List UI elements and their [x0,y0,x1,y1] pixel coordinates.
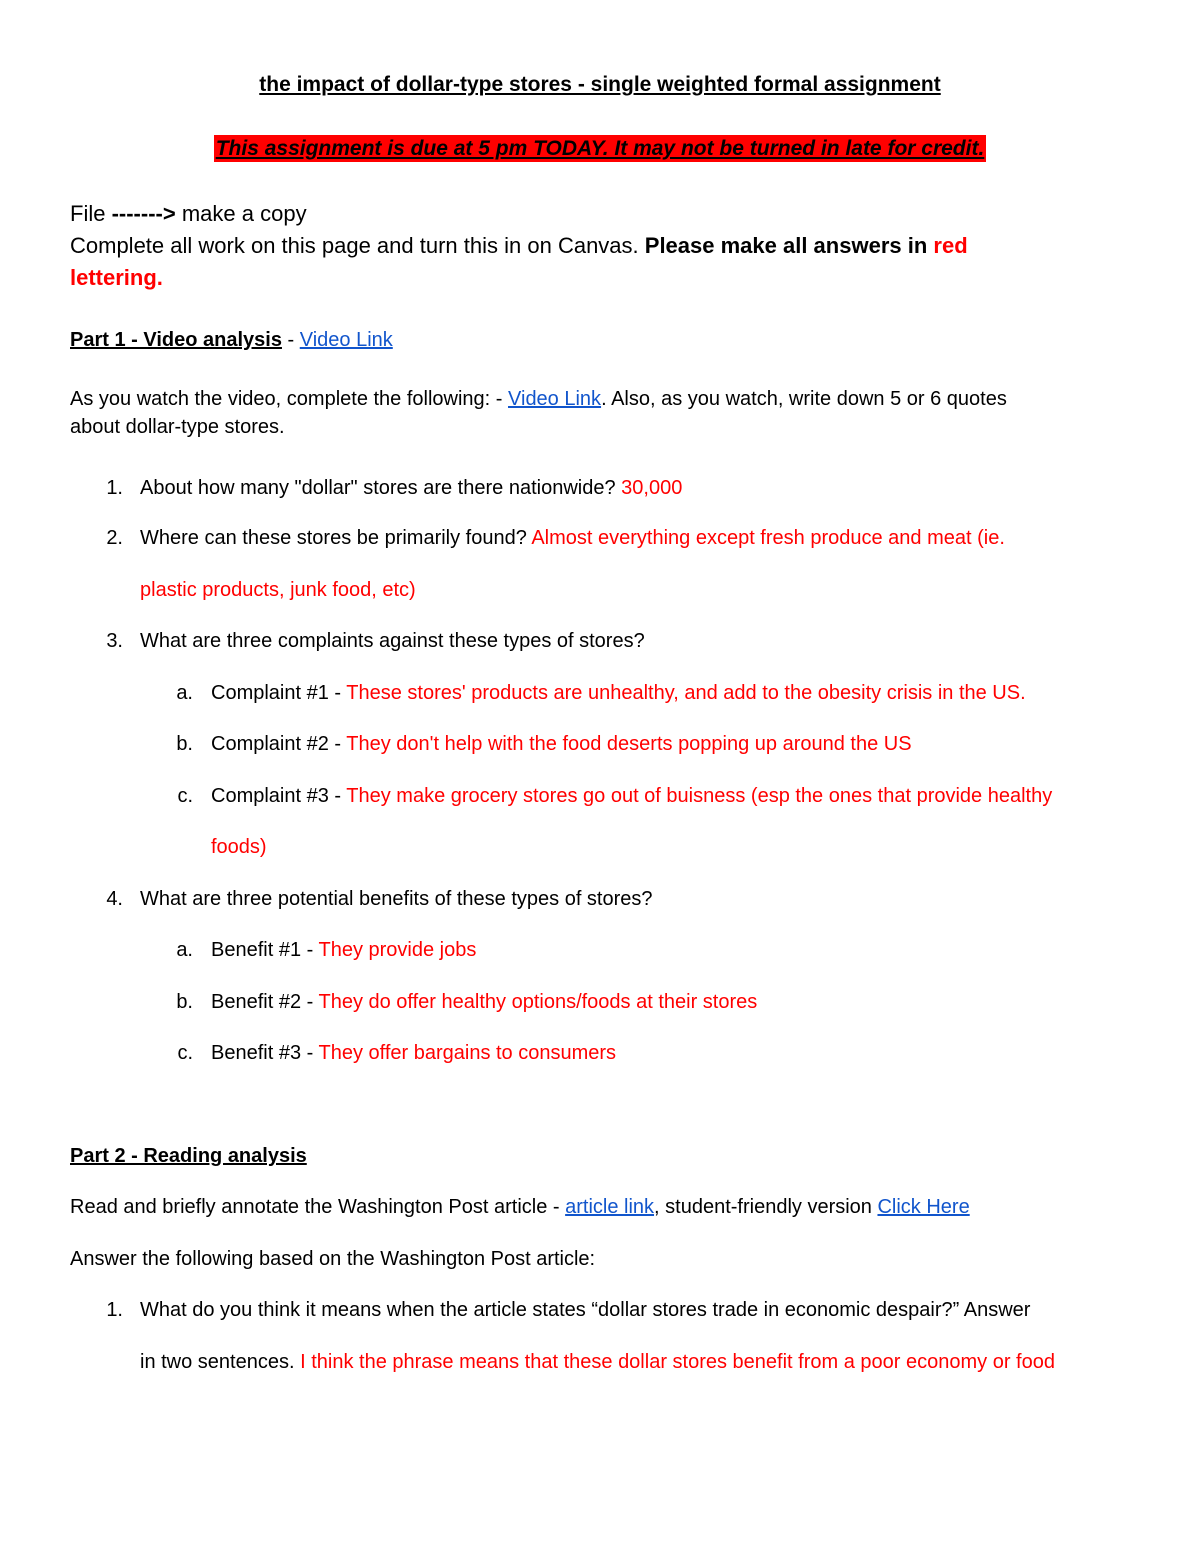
answer-text: They do offer healthy options/foods at their stores [318,991,758,1013]
part1-heading-line [70,328,393,352]
part1-heading: Part 1 - Video analysis [70,329,282,351]
part2-read-line [70,1195,970,1219]
answer-text: They offer bargains to consumers [318,1042,617,1064]
part1-sep: - [281,329,300,351]
item-number: 1. [106,477,123,499]
answer-text: 30,000 [621,477,683,499]
click-here-link[interactable]: Click Here [877,1196,970,1218]
file-word: File [70,201,106,226]
question-text: What do you think it means when the article states “dollar stores trade in economic despair?” Answer [140,1299,1031,1321]
instr-end: . Also, as you watch, write down 5 or 6 quotes [601,388,1007,410]
item-number: 1. [106,1299,123,1321]
part2-heading: Part 2 - Reading analysis [70,1145,307,1167]
arrow-text: -------> [111,201,176,226]
answer-text: They don't help with the food deserts popping up around the US [346,733,912,755]
read-mid: , student-friendly version [654,1196,878,1218]
instr-line2: about dollar-type stores. [70,416,285,438]
question-text: About how many "dollar" stores are there nationwide? [140,477,622,499]
question-text: What are three potential benefits of these types of stores? [140,888,653,910]
instr-start: As you watch the video, complete the following: - [70,388,509,410]
video-link[interactable]: Video Link [299,329,393,351]
item-number: 3. [106,630,123,652]
make-copy-text: make a copy [181,201,307,226]
part1-instructions [70,387,1007,411]
sub-label: Benefit #1 - [211,939,319,961]
answer-text-cont: foods) [211,836,267,858]
lettering-text: lettering. [70,265,163,290]
answer-intro: Answer the following based on the Washington Post article: [70,1248,596,1270]
item-number: 2. [106,527,123,549]
question-text-cont: in two sentences. [140,1351,301,1373]
item-number: 4. [106,888,123,910]
answer-text: I think the phrase means that these dollar stores benefit from a poor economy or food [300,1351,1055,1373]
red-word: red [933,233,968,258]
item-letter: c. [177,1042,193,1064]
read-start: Read and briefly annotate the Washington Post article - [70,1196,566,1218]
answer-text: They provide jobs [318,939,477,961]
sub-label: Complaint #3 - [211,785,347,807]
complete-text: Complete all work on this page and turn this in on Canvas. [70,233,645,258]
item-letter: c. [177,785,193,807]
answer-text: These stores' products are unhealthy, and add to the obesity crisis in the US. [346,682,1026,704]
question-text: Where can these stores be primarily found? [140,527,532,549]
please-text: Please make all answers in [644,233,934,258]
question-answer [140,526,1005,550]
due-notice: This assignment is due at 5 pm TODAY. It may not be turned in late for credit. [215,137,985,160]
intro-complete-line [70,230,968,262]
item-letter: a. [176,939,193,961]
answer-text-cont: plastic products, junk food, etc) [140,579,416,601]
item-letter: b. [176,733,193,755]
sub-label: Benefit #2 - [211,991,319,1013]
video-link-2[interactable]: Video Link [508,388,602,410]
item-letter: a. [176,682,193,704]
sub-label: Complaint #1 - [211,682,347,704]
question-answer [140,476,682,500]
item-letter: b. [176,991,193,1013]
question-answer-line2 [140,1350,1055,1374]
document-title: the impact of dollar-type stores - single weighted formal assignment [259,73,941,96]
intro-file-line [70,198,307,230]
article-link[interactable]: article link [565,1196,655,1218]
question-text: What are three complaints against these types of stores? [140,630,645,652]
answer-text: They make grocery stores go out of buisness (esp the ones that provide healthy [346,785,1053,807]
answer-text: Almost everything except fresh produce and meat (ie. [531,527,1005,549]
sub-label: Benefit #3 - [211,1042,319,1064]
sub-label: Complaint #2 - [211,733,347,755]
due-notice-line [0,137,1200,161]
